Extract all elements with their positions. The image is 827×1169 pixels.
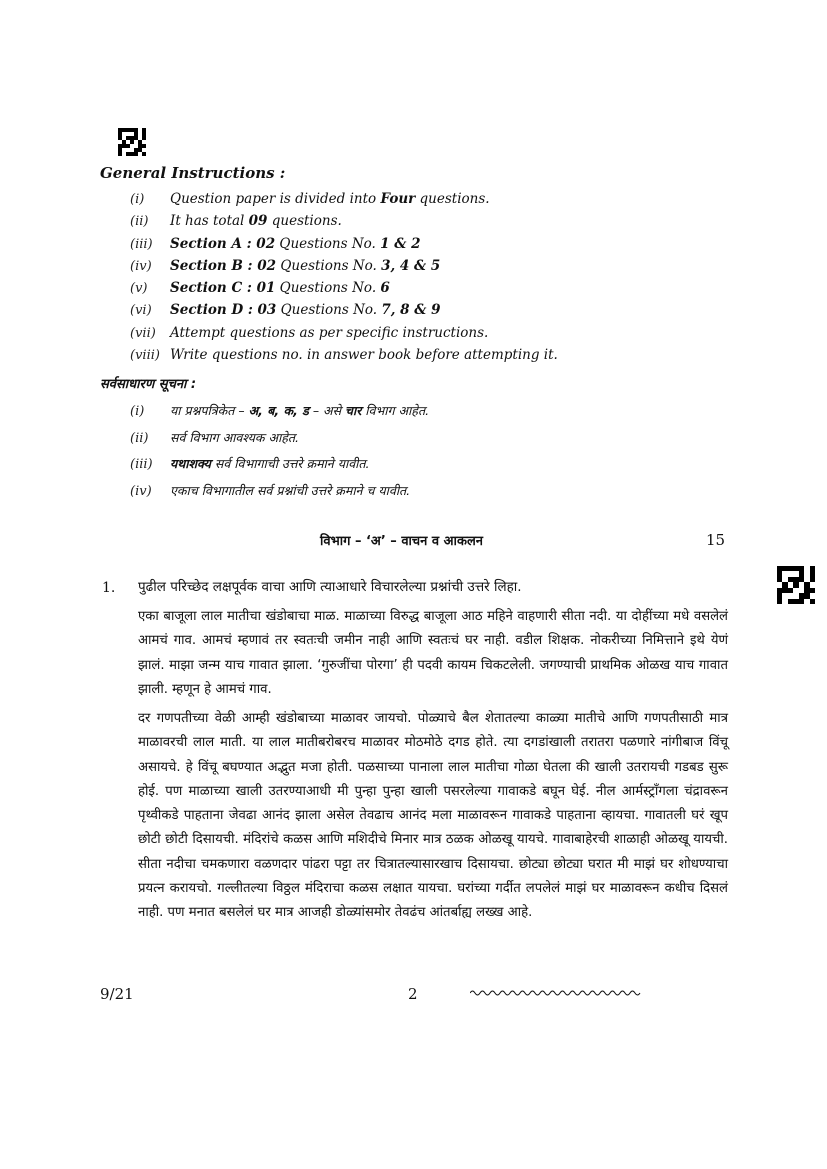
decorative-wave-line <box>470 988 642 998</box>
passage-paragraph: एका बाजूला लाल मातीचा खंडोबाचा माळ. माळाच्या विरुद्ध बाजूला आठ महिने वाहणारी सीता नदी. या दोहींच्या मधे वसलेलं आमचं गाव. आमचं म्हणावं तर स्वतःची जमीन नाही आणि स्वतःचं घर नाही. वडील शिक्षक. नोकरीच्या निमित्ताने इथे येणं झालं. माझा जन्म याच गावात झाला. ‘गुरुजींचा पोरगा’ ही पदवी कायम चिकटलेली. जगण्याची प्राथमिक ओळख याच गावात झाली. म्हणून हे आमचं गाव. <box>138 609 728 697</box>
instruction-item: (vi) Section D : 03 Questions No. 7, 8 & 9 <box>130 302 441 319</box>
instruction-item: (ii) It has total 09 questions. <box>130 213 342 230</box>
instruction-item: (i) या प्रश्नपत्रिकेत – अ, ब, क, ड – असे चार विभाग आहेत. <box>130 403 430 419</box>
instruction-item: (iii) Section A : 02 Questions No. 1 & 2 <box>130 235 421 252</box>
page-number: 2 <box>408 985 418 1003</box>
question-number: 1. <box>102 580 116 596</box>
instruction-item: (iv) Section B : 02 Questions No. 3, 4 & 5 <box>130 257 441 274</box>
instruction-item: (iii) यथाशक्य सर्व विभागाची उत्तरे क्रमाने यावीत. <box>130 456 370 472</box>
instruction-item: (i) Question paper is divided into Four questions. <box>130 191 490 207</box>
instruction-item: (iv) एकाच विभागातील सर्व प्रश्नांची उत्तरे क्रमाने च यावीत. <box>130 482 411 499</box>
question-prompt: पुढील परिच्छेद लक्षपूर्वक वाचा आणि त्याआधारे विचारलेल्या प्रश्नांची उत्तरे लिहा. <box>138 579 522 595</box>
paper-code: 9/21 <box>100 985 134 1003</box>
instruction-item: (viii) Write questions no. in answer book before attempting it. <box>130 347 558 364</box>
marathi-instructions-list <box>130 398 429 504</box>
qr-code-icon <box>777 566 815 604</box>
qr-code-icon <box>118 128 146 156</box>
passage-paragraph: दर गणपतीच्या वेळी आम्ही खंडोबाच्या माळावर जायचो. पोळ्याचे बैल शेतातल्या काळ्या मातीचे आणि गणपतीसाठी मात्र माळावरची लाल माती. या लाल मातीबरोबरच माळावर मोठमोठे दगड होते. त्या दगडांखाली तरातरा पळणारे नांगीबाज विंचू असायचे. हे विंचू बघण्यात अद्भुत मजा होती. पळसाच्या पानाला लाल मातीचा गोळा घेतला की खाली उतरायची गडबड सुरू होई. पण माळाच्या खाली उतरण्याआधी मी पुन्हा पुन्हा खाली पसरलेल्या गावाकडे बघून घेई. नील आर्मस्ट्राँगला चंद्रावरून पृथ्वीकडे पाहताना जेवढा आनंद झाला असेल तेवढाच आनंद मला माळावरून गावाकडे पाहताना व्हायचा. गावातली घरं खूप छोटी छोटी दिसायची. मंदिरांचे कळस आणि मशिदीचे मिनार मात्र ठळक ओळखू यायचे. गावाबाहेरची शाळाही ओळखू यायची. सीता नदीचा चमकणारा वळणदार पांढरा पट्टा तर चित्रातल्यासारखाच दिसायचा. छोट्या छोट्या घरात मी माझं घर शोधण्याचा प्रयत्न करायचो. गल्लीतल्या विठ्ठल मंदिराचा कळस लक्षात यायचा. घरांच्या गर्दीत लपलेलं माझं घर माळावरून कधीच दिसलं नाही. पण मनात बसलेलं घर मात्र आजही डोळ्यांसमोर तेवढंच आंतर्बाह्य लख्ख आहे. <box>138 711 728 921</box>
instruction-item: (v) Section C : 01 Questions No. 6 <box>130 280 390 297</box>
instruction-item: (ii) सर्व विभाग आवश्यक आहेत. <box>130 429 299 446</box>
general-instructions-list <box>130 188 558 366</box>
section-marks: 15 <box>706 531 726 549</box>
general-instructions-heading: General Instructions : <box>100 164 286 182</box>
instruction-item: (vii) Attempt questions as per specific instructions. <box>130 324 489 341</box>
marathi-instructions-heading: सर्वसाधारण सूचना : <box>100 377 197 392</box>
section-title: विभाग – ‘अ’ – वाचन व आकलन <box>320 534 483 549</box>
